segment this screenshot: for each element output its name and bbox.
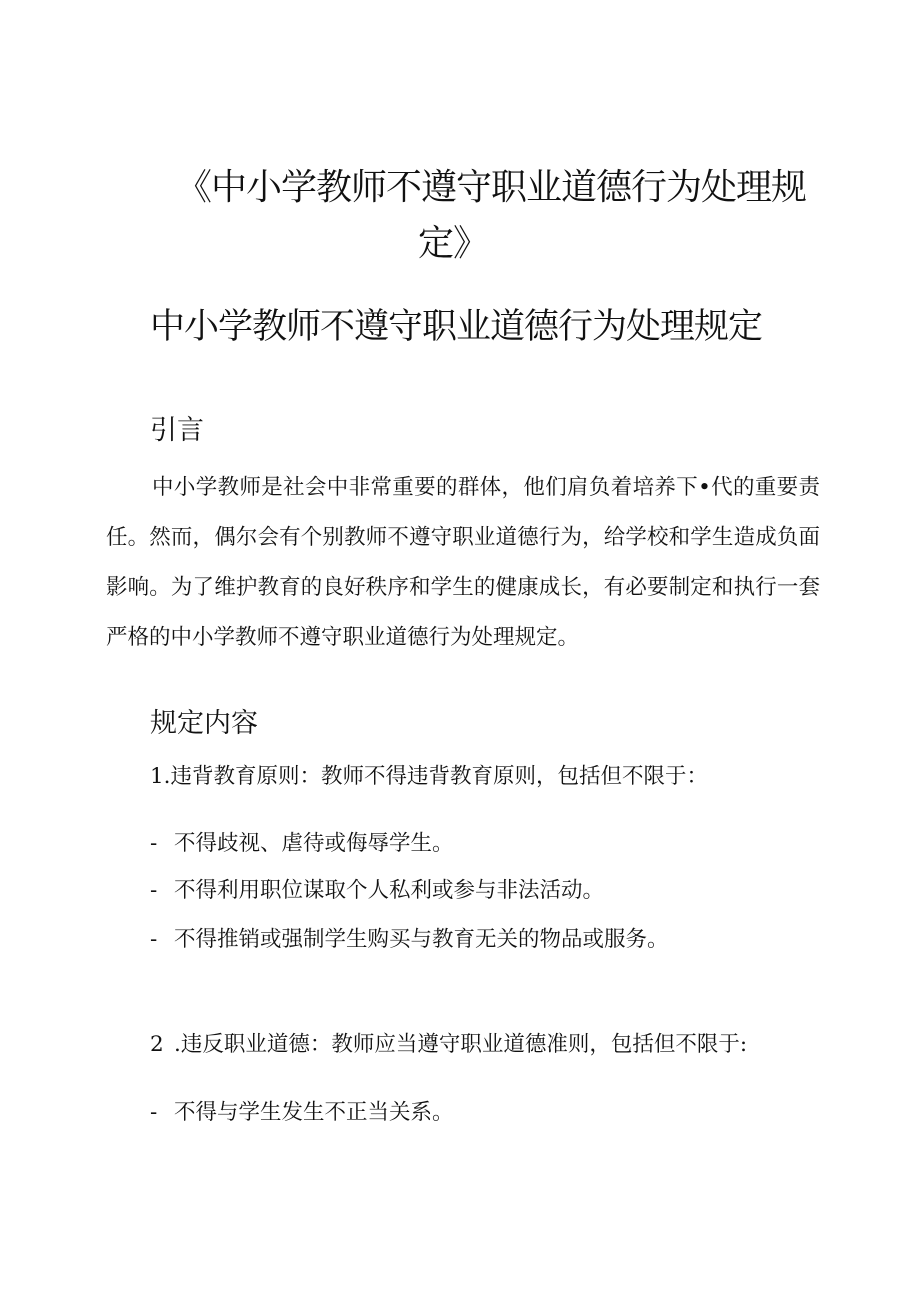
list-item <box>150 1102 454 1124</box>
list-item <box>150 880 604 902</box>
section-2 <box>150 1034 747 1056</box>
document-subtitle: 中小学教师不遵守职业道德行为处理规定 <box>150 307 763 347</box>
content-heading: 规定内容 <box>150 708 258 739</box>
list-item-text: 不得与学生发生不正当关系。 <box>174 1100 454 1125</box>
list-item-text: 不得歧视、虐待或侮辱学生。 <box>174 831 454 856</box>
list-item <box>150 833 454 855</box>
section-1-number: 1. <box>150 764 171 789</box>
section-2-text: .违反职业道德：教师应当遵守职业道德准则，包括但不限于: <box>174 1032 748 1057</box>
list-item-text: 不得利用职位谋取个人私利或参与非法活动。 <box>174 878 605 903</box>
intro-heading: 引言 <box>150 415 204 446</box>
bullet-dash: - <box>150 831 158 856</box>
bullet-dash: - <box>150 1100 158 1125</box>
list-item <box>150 929 669 951</box>
bullet-dash: - <box>150 927 158 952</box>
bullet-dash: - <box>150 878 158 903</box>
section-2-number: 2 <box>150 1032 164 1057</box>
section-1-text: 违背教育原则：教师不得违背教育原则，包括但不限于： <box>170 764 709 789</box>
intro-paragraph: 中小学教师是社会中非常重要的群体，他们肩负着培养下•代的重要责任。然而，偶尔会有个别教师不遵守职业道德行为，给学校和学生造成负面影响。为了维护教育的良好秩序和学生的健康成长，有必要制定和执行一套严格的中小学教师不遵守职业道德行为处理规定。 <box>106 475 820 650</box>
document-title-line-2: 定》 <box>418 223 489 264</box>
document-title-line-1: 《中小学教师不遵守职业道德行为处理规 <box>176 167 807 208</box>
list-item-text: 不得推销或强制学生购买与教育无关的物品或服务。 <box>174 927 669 952</box>
section-1 <box>150 766 708 788</box>
